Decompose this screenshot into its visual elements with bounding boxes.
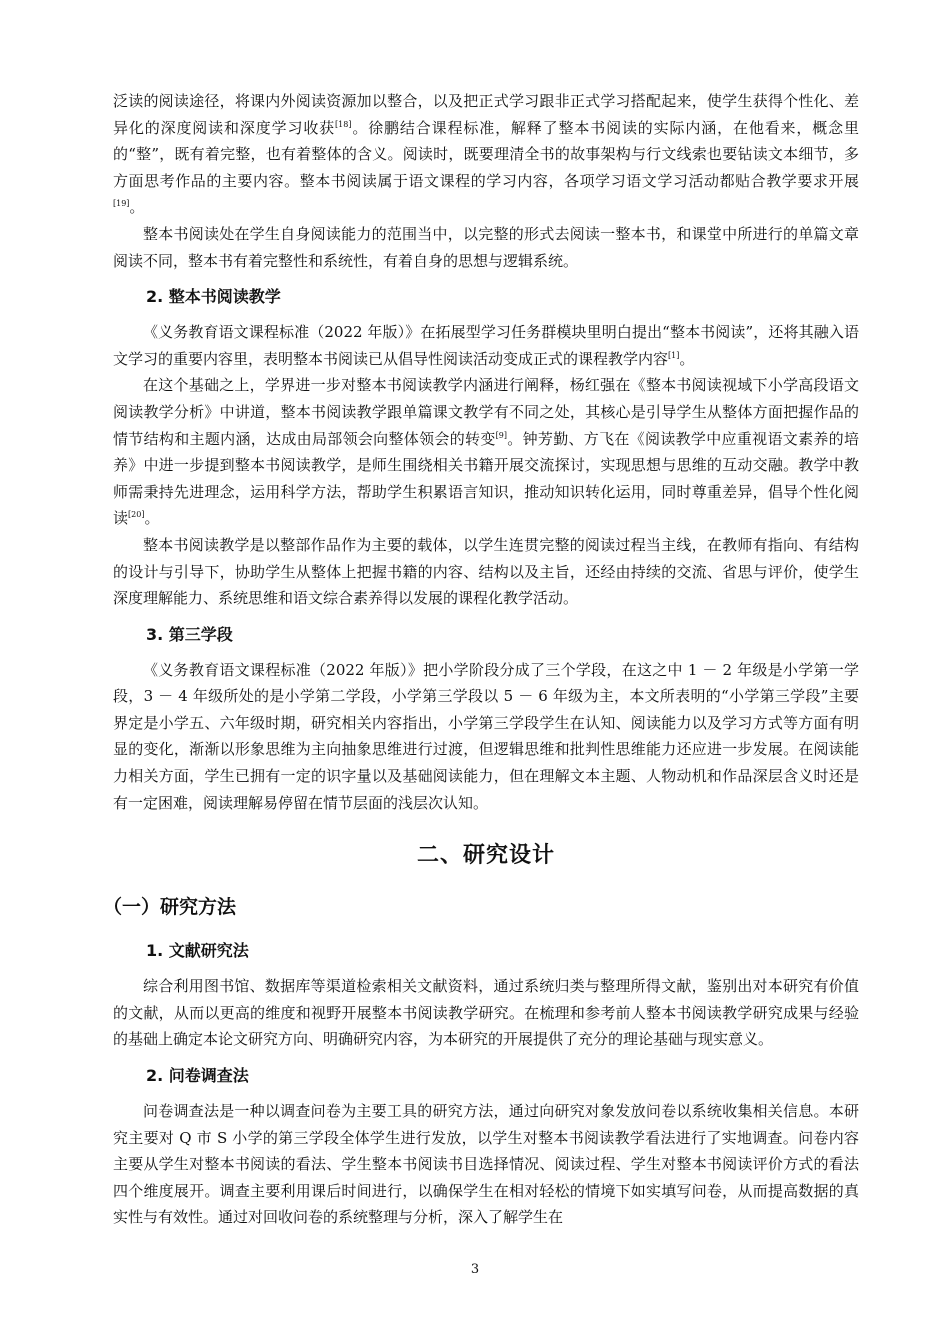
paragraph-text: 在这个基础之上，学界进一步对整本书阅读教学内涵进行阐释，杨红强在《整本书阅读视域下小学高段语文阅读教学分析》中讲道，整本书阅读教学跟单篇课文教学有不同之处，其核心是引导学生从整体方面把握作品的情节结构和主题内涵，达成由局部领会向整体领会的转变	[113, 376, 859, 448]
paragraph-text: 。徐鹏结合课程标准，解释了整本书阅读的实际内涵，在他看来，概念里的“整”，既有着完整，也有着整体的含义。阅读时，既要理清全书的故事架构与行文线索也要钻读文本细节，多方面思考作品的主要内容。整本书阅读属于语文课程的学习内容，各项学习语文学习活动都贴合教学要求开展	[113, 118, 859, 190]
paragraph: 《义务教育语文课程标准（2022 年版）》把小学阶段分成了三个学段，在这之中 1 － 2 年级是小学第一学段，3 － 4 年级所处的是小学第二学段，小学第三学段以 5 － 6 年级为主，本文所表明的“小学第三学段”主要界定是小学五、六年级时期，研究相关内容指出，小学第三学段学生在认知、阅读能力以及学习方式等方面有明显的变化，渐渐以形象思维为主向抽象思维进行过渡，但逻辑思维和批判性思维能力还应进一步发展。在阅读能力相关方面，学生已拥有一定的识字量以及基础阅读能力，但在理解文本主题、人物动机和作品深层含义时还是有一定困难，阅读理解易停留在情节层面的浅层次认知。	[113, 660, 859, 812]
paragraph	[113, 88, 859, 221]
paragraph-text: 。钟芳勤、方飞在《阅读教学中应重视语文素养的培养》中进一步提到整本书阅读教学，是师生围绕相关书籍开展交流探讨，实现思想与思维的互动交融。教学中教师需秉持先进理念，运用科学方法，帮助学生积累语言知识，推动知识转化运用，同时尊重差异，倡导个性化阅读	[113, 429, 859, 528]
citation-ref: [18]	[335, 119, 352, 129]
subsection-heading: 2. 整本书阅读教学	[146, 287, 281, 307]
page-number: 3	[470, 1262, 480, 1277]
citation-ref: [1]	[668, 350, 680, 360]
paragraph: 问卷调查法是一种以调查问卷为主要工具的研究方法，通过向研究对象发放问卷以系统收集相关信息。本研究主要对 Q 市 S 小学的第三学段全体学生进行发放，以学生对整本书阅读教学看法进行了实地调查。问卷内容主要从学生对整本书阅读的看法、学生整本书阅读书目选择情况、阅读过程、学生对整本书阅读评价方式的看法四个维度展开。调查主要利用课后时间进行，以确保学生在相对轻松的情境下如实填写问卷，从而提高数据的真实性与有效性。通过对回收问卷的系统整理与分析，深入了解学生在	[113, 1102, 859, 1227]
paragraph	[113, 319, 859, 372]
paragraph: 整本书阅读教学是以整部作品作为主要的载体，以学生连贯完整的阅读过程当主线，在教师有指向、有结构的设计与引导下，协助学生从整体上把握书籍的内容、结构以及主旨，还经由持续的交流、省思与评价，使学生深度理解能力、系统思维和语文综合素养得以发展的课程化教学活动。	[113, 535, 859, 608]
subsection-heading: 2. 问卷调查法	[146, 1066, 249, 1086]
citation-ref: [19]	[113, 199, 130, 209]
paragraph-text: 《义务教育语文课程标准（2022 年版）》在拓展型学习任务群模块里明白提出“整本书阅读”，还将其融入语文学习的重要内容里，表明整本书阅读已从倡导性阅读活动变成正式的课程教学内容	[113, 323, 859, 368]
paragraph: 整本书阅读处在学生自身阅读能力的范围当中，以完整的形式去阅读一整本书，和课堂中所进行的单篇文章阅读不同，整本书有着完整性和系统性，有着自身的思想与逻辑系统。	[113, 224, 859, 270]
paragraph-text: 。	[129, 198, 145, 217]
chapter-title: 二、研究设计	[416, 843, 555, 869]
paragraph-text: 泛读的阅读途径，将课内外阅读资源加以整合，以及把正式学习跟非正式学习搭配起来，使学生获得个性化、差异化的深度阅读和深度学习收获	[113, 92, 859, 137]
page-body	[103, 88, 859, 1231]
paragraph-text: 。	[144, 509, 160, 528]
citation-ref: [20]	[128, 510, 145, 520]
subsection-heading: 3. 第三学段	[146, 624, 233, 644]
subsection-heading: 1. 文献研究法	[146, 941, 249, 961]
paragraph	[113, 372, 859, 532]
citation-ref: [9]	[495, 430, 507, 440]
section-title: （一）研究方法	[103, 896, 237, 919]
paragraph-text: 。	[679, 349, 695, 368]
paragraph: 综合利用图书馆、数据库等渠道检索相关文献资料，通过系统归类与整理所得文献，鉴别出对本研究有价值的文献，从而以更高的维度和视野开展整本书阅读教学研究。在梳理和参考前人整本书阅读教学研究成果与经验的基础上确定本论文研究方向、明确研究内容，为本研究的开展提供了充分的理论基础与现实意义。	[113, 977, 859, 1049]
